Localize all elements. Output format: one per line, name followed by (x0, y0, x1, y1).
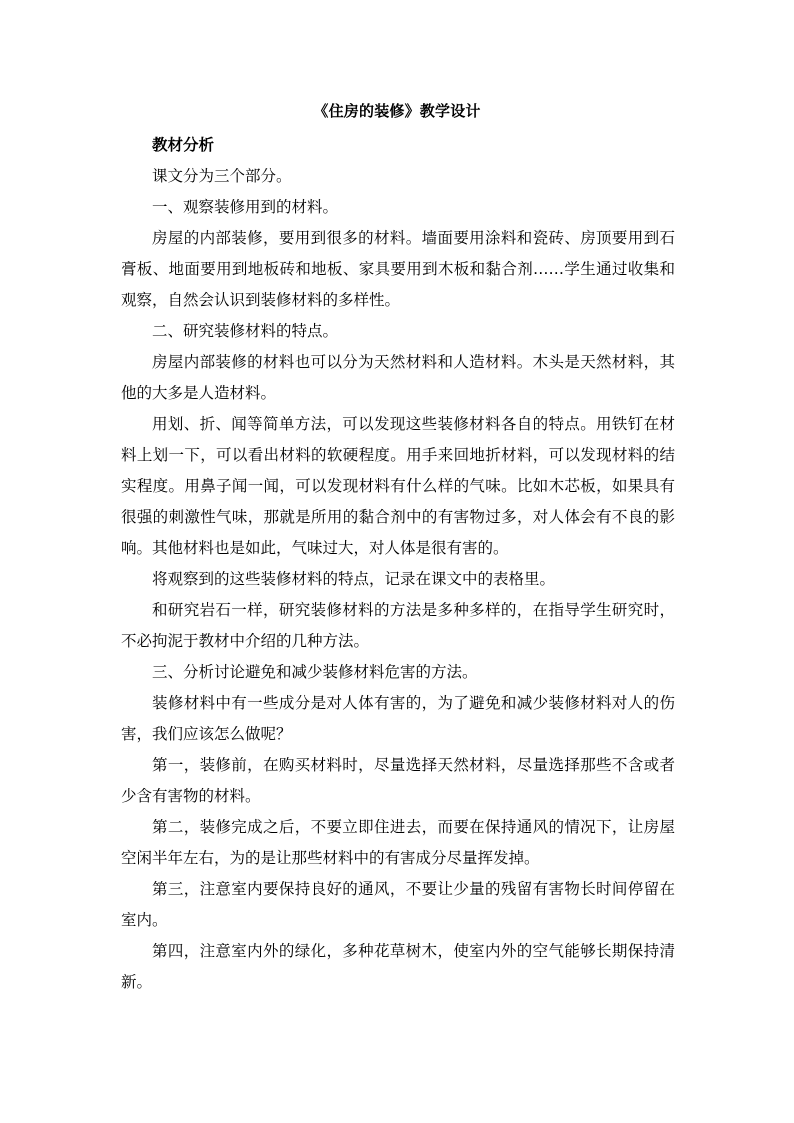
paragraph: 第二，装修完成之后，不要立即住进去，而要在保持通风的情况下，让房屋空闲半年左右，为的是让那些材料中的有害成分尽量挥发掉。 (121, 818, 675, 867)
paragraph: 用划、折、闻等简单方法，可以发现这些装修材料各自的特点。用铁钉在材料上划一下，可以看出材料的软硬程度。用手来回地折材料，可以发现材料的结实程度。用鼻子闻一闻，可以发现材料有什么样的气味。比如木芯板，如果具有很强的刺激性气味，那就是所用的黏合剂中的有害物过多，对人体会有不良的影响。其他材料也是如此，气味过大，对人体是很有害的。 (121, 415, 675, 557)
paragraph: 房屋内部装修的材料也可以分为天然材料和人造材料。木头是天然材料，其他的大多是人造材料。 (121, 353, 675, 402)
document-title: 《住房的装修》教学设计 (313, 102, 481, 120)
subsection-heading: 一、观察装修用到的材料。 (152, 198, 339, 216)
section-heading: 教材分析 (152, 136, 215, 154)
paragraph: 第一，装修前，在购买材料时，尽量选择天然材料，尽量选择那些不含或者少含有害物的材料。 (121, 756, 675, 805)
paragraph: 第四，注意室内外的绿化，多种花草树木，使室内外的空气能够长期保持清新。 (121, 942, 675, 991)
paragraph: 将观察到的这些装修材料的特点，记录在课文中的表格里。 (152, 570, 556, 588)
subsection-heading: 二、研究装修材料的特点。 (152, 322, 339, 340)
paragraph: 课文分为三个部分。 (152, 167, 292, 185)
document-body (121, 130, 675, 998)
paragraph: 和研究岩石一样，研究装修材料的方法是多种多样的，在指导学生研究时，不必拘泥于教材中介绍的几种方法。 (121, 601, 675, 650)
subsection-heading: 三、分析讨论避免和减少装修材料危害的方法。 (152, 663, 478, 681)
paragraph: 第三，注意室内要保持良好的通风，不要让少量的残留有害物长时间停留在室内。 (121, 880, 675, 929)
paragraph: 房屋的内部装修，要用到很多的材料。墙面要用涂料和瓷砖、房顶要用到石膏板、地面要用到地板砖和地板、家具要用到木板和黏合剂……学生通过收集和观察，自然会认识到装修材料的多样性。 (121, 229, 675, 309)
paragraph: 装修材料中有一些成分是对人体有害的，为了避免和减少装修材料对人的伤害，我们应该怎么做呢？ (121, 694, 675, 743)
